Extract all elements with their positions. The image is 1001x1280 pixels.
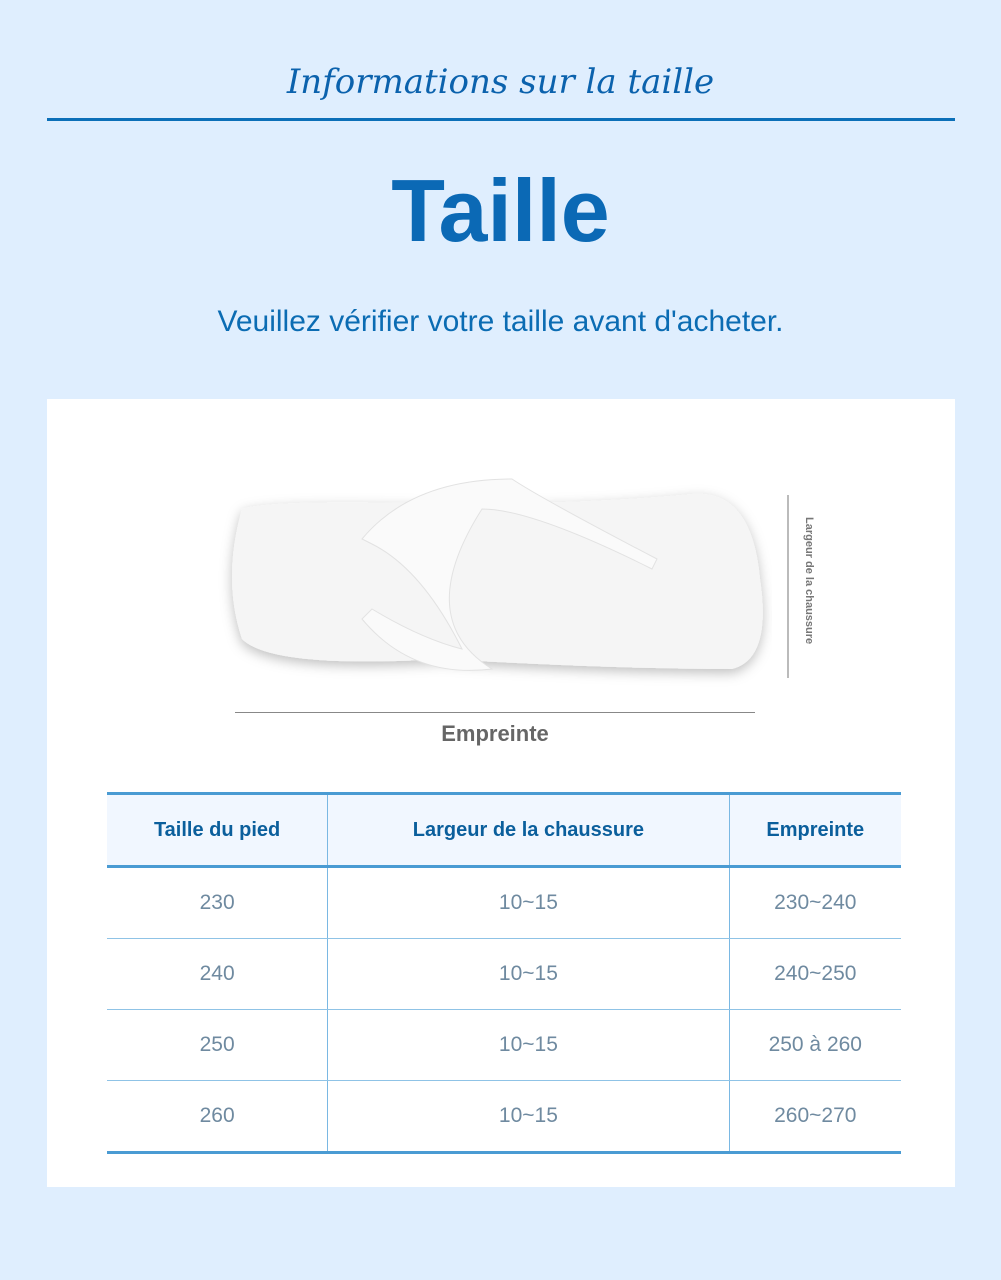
table-row [107,867,901,939]
header-cell: Empreinte [729,794,901,867]
size-card [47,399,955,1187]
divider [47,118,955,121]
width-label: Largeur de la chaussure [803,517,815,645]
table-header [107,794,901,867]
subtitle: Veuillez vérifier votre taille avant d'acheter. [217,305,784,338]
cell: 230 [107,867,328,939]
cell: 250 [107,1010,328,1081]
flip-flop-image [212,469,772,689]
length-indicator [235,712,755,713]
table-row [107,1081,901,1153]
header-cell: Taille du pied [107,794,328,867]
cell: 230~240 [729,867,901,939]
width-indicator [787,495,789,678]
cell: 10~15 [328,939,729,1010]
length-label: Empreinte [441,721,549,746]
table-row [107,939,901,1010]
cell: 260 [107,1081,328,1153]
header-cell: Largeur de la chaussure [328,794,729,867]
cell: 10~15 [328,1081,729,1153]
cell: 240~250 [729,939,901,1010]
cell: 240 [107,939,328,1010]
section-heading: Informations sur la taille [286,62,715,102]
table-row [107,1010,901,1081]
cell: 250 à 260 [729,1010,901,1081]
size-table [107,792,901,1154]
page-title: Taille [391,161,610,260]
cell: 260~270 [729,1081,901,1153]
cell: 10~15 [328,1010,729,1081]
cell: 10~15 [328,867,729,939]
